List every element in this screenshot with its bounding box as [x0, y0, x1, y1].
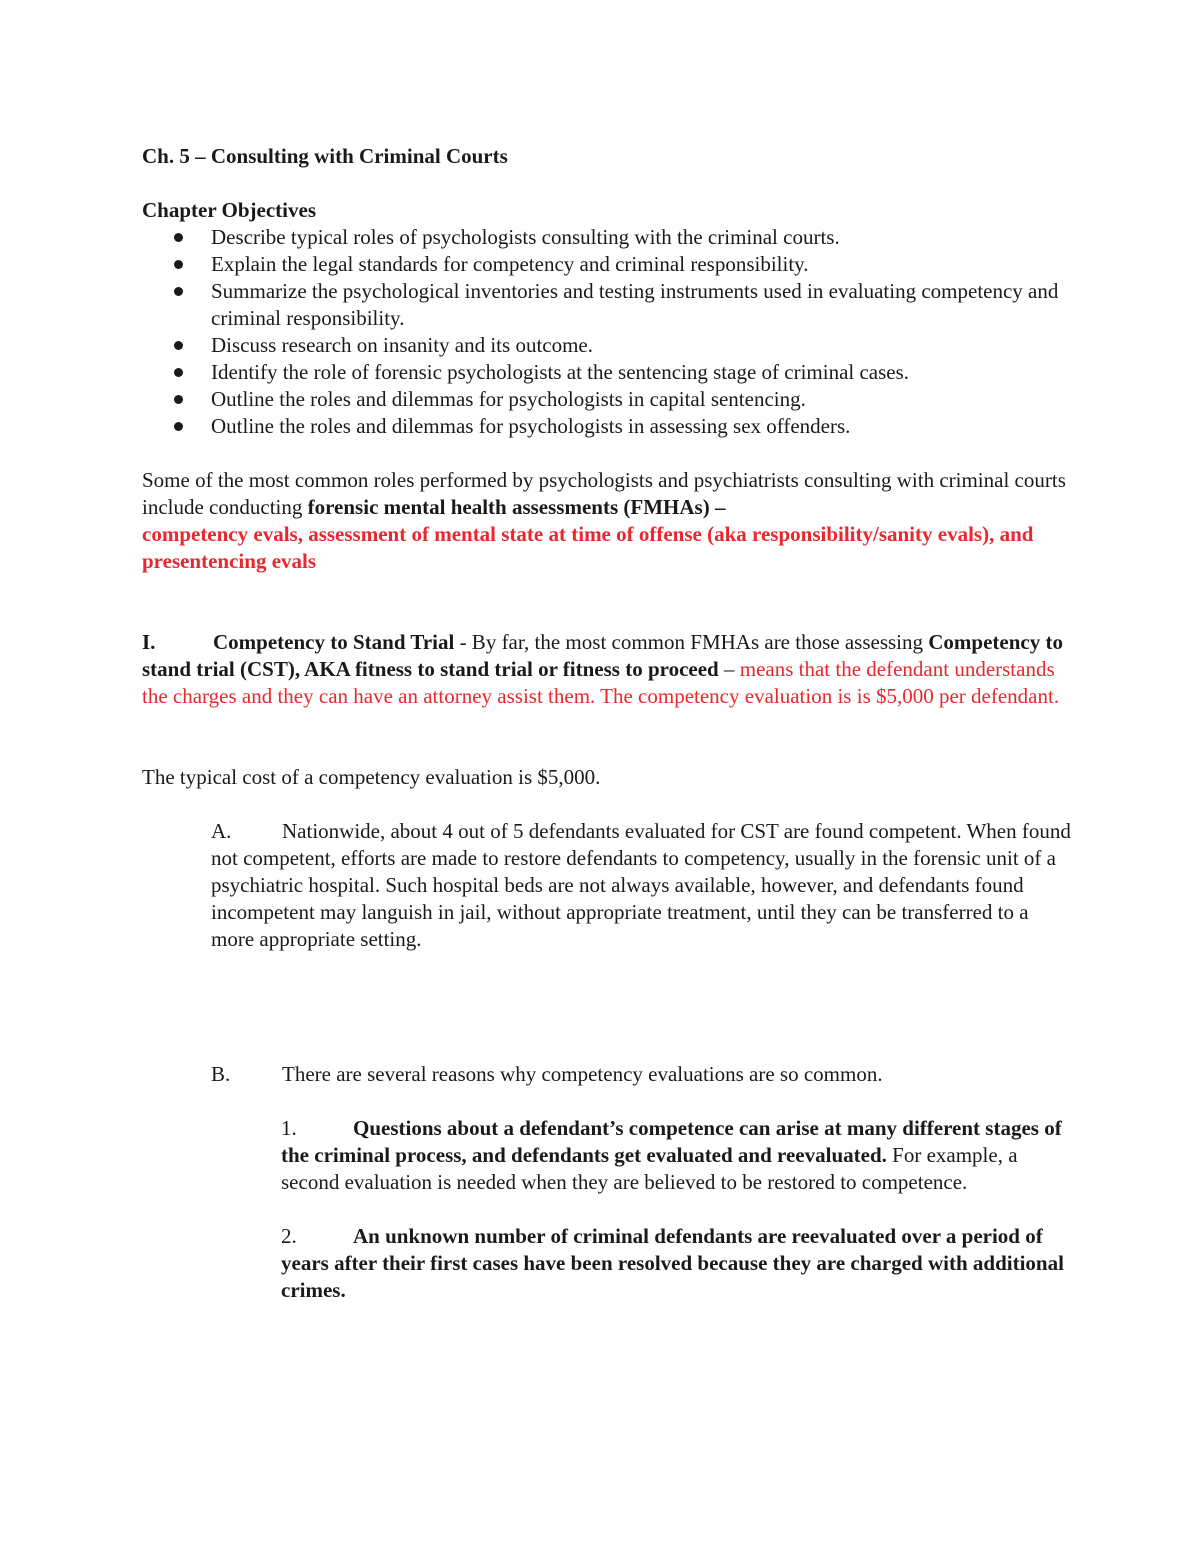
point-2: [142, 1223, 1072, 1304]
subsection-letter: A.: [211, 819, 232, 843]
objective-text: Outline the roles and dilemmas for psychologists in capital sentencing.: [211, 387, 806, 411]
bullet-icon: [174, 233, 183, 242]
cost-line: The typical cost of a competency evaluation is $5,000.: [142, 765, 601, 789]
section-text: - By far, the most common FMHAs are those assessing: [454, 630, 929, 654]
section-1-paragraph: [142, 629, 1072, 710]
intro-paragraph: [142, 467, 1072, 575]
objectives-list: [142, 224, 1072, 440]
subsection-b: [142, 1061, 1072, 1088]
objective-text: Describe typical roles of psychologists consulting with the criminal courts.: [211, 225, 840, 249]
section-numeral: I.: [142, 630, 156, 654]
section-red-text: means that the defendant understands the charges and they can have an attorney assist them. The competency evaluation is is $5,000 per defendant.: [142, 657, 1060, 708]
point-number: 1.: [281, 1116, 297, 1140]
intro-text: Some of the most common roles performed by psychologists and psychiatrists consulting with criminal courts include conducting: [142, 468, 1066, 519]
bullet-icon: [174, 260, 183, 269]
objective-item: [142, 359, 1072, 386]
point-1: [142, 1115, 1072, 1196]
objective-text: Summarize the psychological inventories and testing instruments used in evaluating competency and criminal responsibility.: [211, 279, 1059, 330]
intro-red-text: competency evals, assessment of mental state at time of offense (aka responsibility/sanity evals), and presentencing evals: [142, 522, 1034, 573]
chapter-title: Ch. 5 – Consulting with Criminal Courts: [142, 144, 508, 168]
objective-text: Explain the legal standards for competency and criminal responsibility.: [211, 252, 809, 276]
point-text: For example, a second evaluation is needed when they are believed to be restored to competence.: [281, 1143, 1018, 1194]
objective-text: Outline the roles and dilemmas for psychologists in assessing sex offenders.: [211, 414, 851, 438]
subsection-a: [142, 818, 1072, 953]
objective-item: [142, 332, 1072, 359]
objective-item: [142, 278, 1072, 332]
section-heading: Competency to Stand Trial: [213, 630, 455, 654]
bullet-icon: [174, 341, 183, 350]
subsection-text: There are several reasons why competency evaluations are so common.: [282, 1062, 883, 1086]
point-bold-text: Questions about a defendant’s competence can arise at many different stages of the criminal process, and defendants get evaluated and reevaluated.: [281, 1116, 1062, 1167]
intro-bold-text: forensic mental health assessments (FMHAs) –: [307, 495, 726, 519]
subsection-text: Nationwide, about 4 out of 5 defendants evaluated for CST are found competent. When found not competent, efforts are made to restore defendants to competency, usually in the forensic unit of a psychiatric hospital. Such hospital beds are not always available, however, and defendants found incompetent may languish in jail, without appropriate treatment, until they can be transferred to a more appropriate setting.: [211, 819, 1071, 951]
objective-item: [142, 386, 1072, 413]
objective-item: [142, 224, 1072, 251]
point-number: 2.: [281, 1224, 297, 1248]
objective-item: [142, 251, 1072, 278]
subsection-letter: B.: [211, 1062, 231, 1086]
section-bold-text: Competency to stand trial (CST), AKA fitness to stand trial or fitness to proceed: [142, 630, 1063, 681]
objective-text: Identify the role of forensic psychologists at the sentencing stage of criminal cases.: [211, 360, 910, 384]
objectives-heading: Chapter Objectives: [142, 198, 316, 222]
bullet-icon: [174, 422, 183, 431]
bullet-icon: [174, 395, 183, 404]
objective-text: Discuss research on insanity and its outcome.: [211, 333, 593, 357]
point-bold-text: An unknown number of criminal defendants are reevaluated over a period of years after their first cases have been resolved because they are charged with additional crimes.: [281, 1224, 1064, 1302]
bullet-icon: [174, 287, 183, 296]
section-dash: –: [718, 657, 735, 681]
document-page: [142, 143, 1072, 1304]
objective-item: [142, 413, 1072, 440]
bullet-icon: [174, 368, 183, 377]
